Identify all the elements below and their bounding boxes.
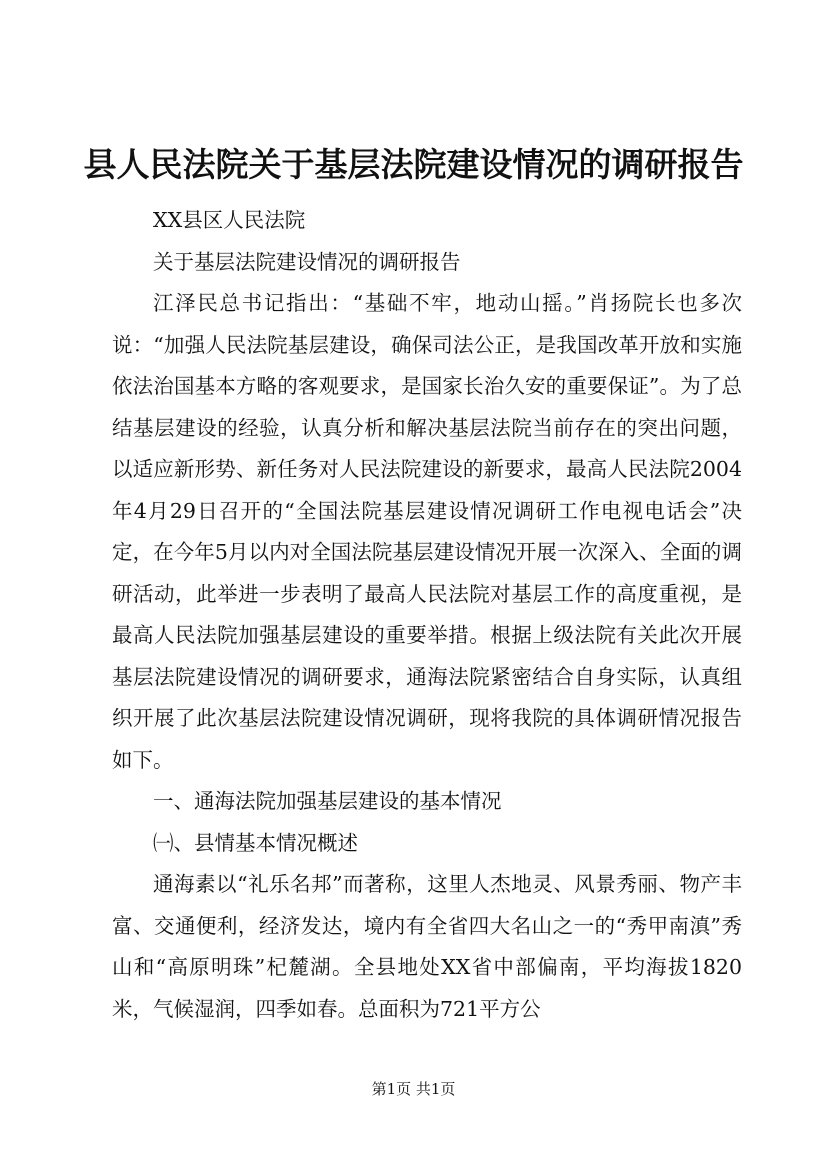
document-title: 县人民法院关于基层法院建设情况的调研报告 [83,145,744,184]
page-footer: 第1页 共1页 [371,1080,456,1098]
author-line: XX县区人民法院 [153,208,306,232]
subsection-heading: ㈠、县情基本情况概述 [153,830,358,855]
document-body [112,200,742,1030]
section-heading: 一、通海法院加强基层建设的基本情况 [153,789,502,813]
subtitle-line: 关于基层法院建设情况的调研报告 [153,249,461,274]
intro-paragraph: 江泽民总书记指出：“基础不牢，地动山摇。”肖扬院长也多次说：“加强人民法院基层建设，确保司法公正，是我国改革开放和实施依法治国基本方略的客观要求，是国家长治久安的重要保证”。为了总结基层建设的经验，认真分析和解决基层法院当前存在的突出问题，以适应新形势、新任务对人民法院建设的新要求，最高人民法院2004年4月29日召开的“全国法院基层建设情况调研工作电视电话会”决定，在今年5月以内对全国法院基层建设情况开展一次深入、全面的调研活动，此举进一步表明了最高人民法院对基层工作的高度重视，是最高人民法院加强基层建设的重要举措。根据上级法院有关此次开展基层法院建设情况的调研要求，通海法院紧密结合自身实际，认真组织开展了此次基层法院建设情况调研，现将我院的具体调研情况报告如下。 [112,291,742,772]
county-overview-paragraph: 通海素以“礼乐名邦”而著称，这里人杰地灵、风景秀丽、物产丰富、交通便利，经济发达，境内有全省四大名山之一的“秀甲南滇”秀山和“高原明珠”杞麓湖。全县地处XX省中部偏南，平均海拔1820米，气候湿润，四季如春。总面积为721平方公 [112,872,742,1021]
